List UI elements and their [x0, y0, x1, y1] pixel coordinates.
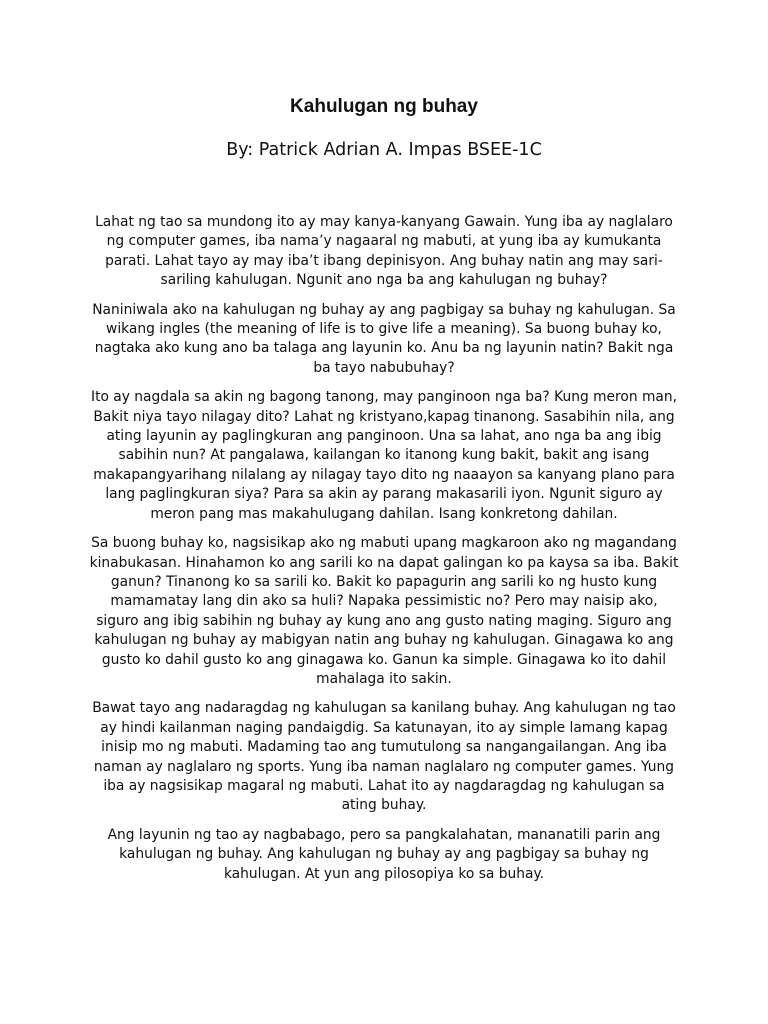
document-page — [88, 0, 680, 1024]
paragraph-2: Naniniwala ako na kahulugan ng buhay ay ang pagbigay sa buhay ng kahulugan. Sa wikang ingles (the meaning of life is to give life a meaning). Sa buong buhay ko, nagtaka ako kung ano ba talaga ang layunin ko. Anu ba ng layunin natin? Bakit nga ba tayo nabubuhay? — [92, 301, 676, 376]
paragraph-6: Ang layunin ng tao ay nagbabago, pero sa pangkalahatan, mananatili parin ang kahulugan ng buhay. Ang kahulugan ng buhay ay ang pagbigay sa buhay ng kahulugan. At yun ang pilosopiya ko sa buhay. — [107, 826, 661, 882]
document-body — [88, 213, 680, 894]
document-byline: By: Patrick Adrian A. Impas BSEE-1C — [226, 140, 542, 160]
paragraph-4: Sa buong buhay ko, nagsisikap ako ng mabuti upang magkaroon ako ng magandang kinabukasan. Hinahamon ko ang sarili ko na dapat galingan ko pa kaysa sa iba. Bakit ganun? Tinanong ko sa sarili ko. Bakit ko papagurin ang sarili ko ng husto kung mamamatay lang din ako sa huli? Napaka pessimistic no? Pero may naisip ako, siguro ang ibig sabihin ng buhay ay kung ano ang gusto nating maging. Siguro ang kahulugan ng buhay ay mabigyan natin ang buhay ng kahulugan. Ginagawa ko ang gusto ko dahil gusto ko ang ginagawa ko. Ganun ka simple. Ginagawa ko ito dahil mahalaga ito sakin. — [89, 535, 679, 687]
paragraph-5: Bawat tayo ang nadaragdag ng kahulugan sa kanilang buhay. Ang kahulugan ng tao ay hindi kailanman naging pandaigdig. Sa katunayan, ito ay simple lamang kapag inisip mo ng mabuti. Madaming tao ang tumutulong sa nangangailangan. Ang iba naman ay naglalaro ng sports. Yung iba naman naglalaro ng computer games. Yung iba ay nagsisikap magaral ng mabuti. Lahat ito ay nagdaragdag ng kahulugan sa ating buhay. — [92, 700, 676, 814]
document-title: Kahulugan ng buhay — [290, 96, 478, 117]
paragraph-3: Ito ay nagdala sa akin ng bagong tanong, may panginoon nga ba? Kung meron man, Bakit niya tayo nilagay dito? Lahat ng kristyano,kapag tinanong. Sasabihin nila, ang ating layunin ay paglingkuran ang panginoon. Una sa lahat, ano nga ba ang ibig sabihin nun? At pangalawa, kailangan ko itanong kung bakit, bakit ang isang makapangyarihang nilalang ay nilagay tayo dito ng naaayon sa kanyang plano para lang paglingkuran siya? Para sa akin ay parang makasarili iyon. Ngunit siguro ay meron pang mas makahulugang dahilan. Isang konkretong dahilan. — [91, 389, 677, 522]
paragraph-1: Lahat ng tao sa mundong ito ay may kanya-kanyang Gawain. Yung iba ay naglalaro ng computer games, iba nama’y nagaaral ng mabuti, at yung iba ay kumukanta parati. Lahat tayo ay may iba’t ibang depinisyon. Ang buhay natin ang may sari-sariling kahulugan. Ngunit ano nga ba ang kahulugan ng buhay? — [95, 214, 673, 289]
